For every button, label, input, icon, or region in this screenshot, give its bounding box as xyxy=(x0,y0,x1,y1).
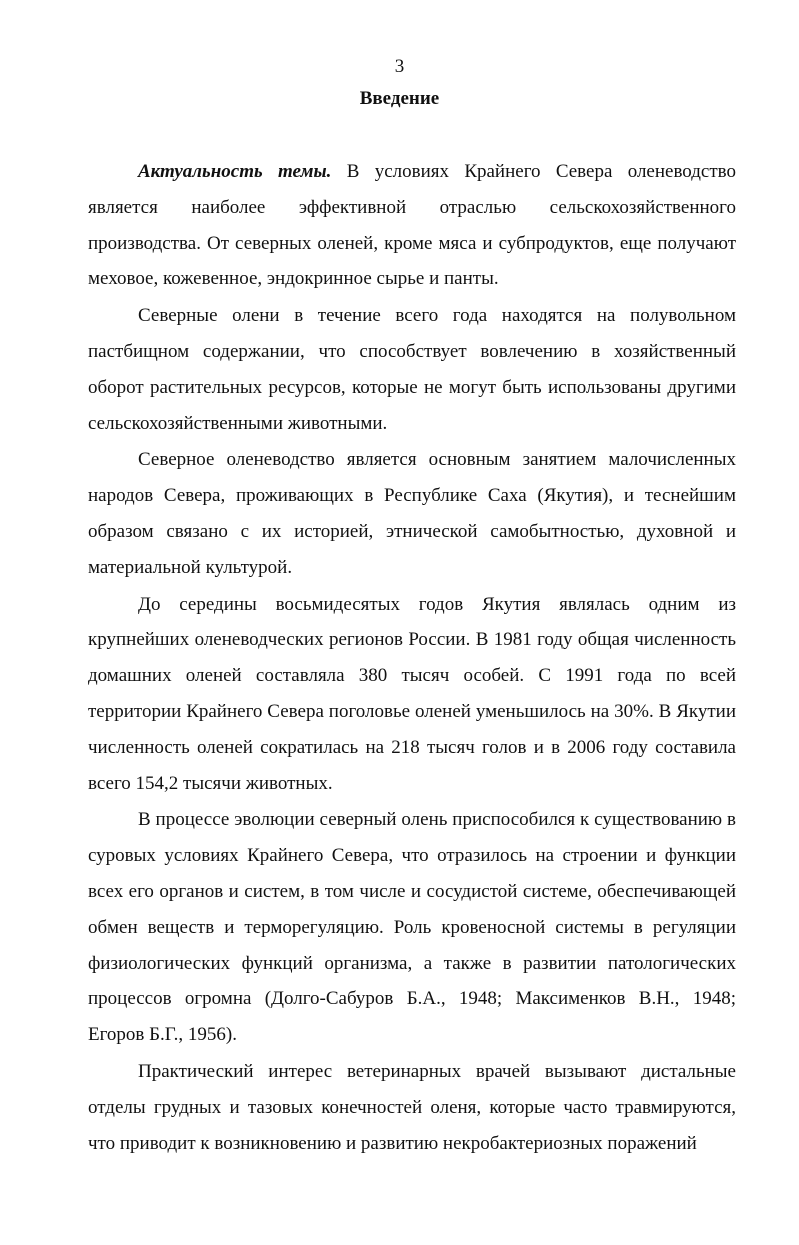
paragraph-population: До середины восьмидесятых годов Якутия являлась одним из крупнейших оленеводческих регионов России. В 1981 году общая численность домашних оленей составляла 380 тысяч особей. С 1991 года по всей территории Крайнего Севера поголовье оленей уменьшилось на 30%. В Якутии численность оленей сократилась на 218 тысяч голов и в 2006 году составила всего 154,2 тысячи животных. xyxy=(88,593,736,794)
paragraph-northern-peoples: Северное оленеводство является основным занятием малочисленных народов Севера, проживающих в Республике Саха (Якутия), и теснейшим образом связано с их историей, этнической самобытностью, духовной и материальной культурой. xyxy=(88,449,736,578)
section-heading: Введение xyxy=(359,88,440,109)
paragraph-evolution: В процессе эволюции северный олень приспособился к существованию в суровых условиях Крайнего Севера, что отразилось на строении и функции всех его органов и систем, в том числе и сосудистой системе, обеспечивающей обмен веществ и терморегуляцию. Роль кровеносной системы в регуляции физиологических функций организма, а также в развитии патологических процессов огромна (Долго-Сабуров Б.А., 1948; Максименков В.Н., 1948; Егоров Б.Г., 1956). xyxy=(88,809,736,1046)
paragraph-pasture: Северные олени в течение всего года находятся на полувольном пастбищном содержании, что способствует вовлечению в хозяйственный оборот растительных ресурсов, которые не могут быть использованы другими сельскохозяйственными животными. xyxy=(88,305,736,434)
paragraph-text: В условиях Крайнего Севера оленеводство является наиболее эффективной отраслью сельскохозяйственного производства. От северных оленей, кроме мяса и субпродуктов, еще получают меховое, кожевенное, эндокринное сырье и панты. xyxy=(88,161,736,290)
relevance-lead: Актуальность темы. xyxy=(138,161,332,182)
page-number: 3 xyxy=(394,56,405,77)
paragraph-relevance xyxy=(88,154,736,297)
body-text xyxy=(88,154,736,1161)
paragraph-practical-interest: Практический интерес ветеринарных врачей вызывают дистальные отделы грудных и тазовых конечностей оленя, которые часто травмируются, что приводит к возникновению и развитию некробактериозных поражений xyxy=(88,1060,736,1154)
